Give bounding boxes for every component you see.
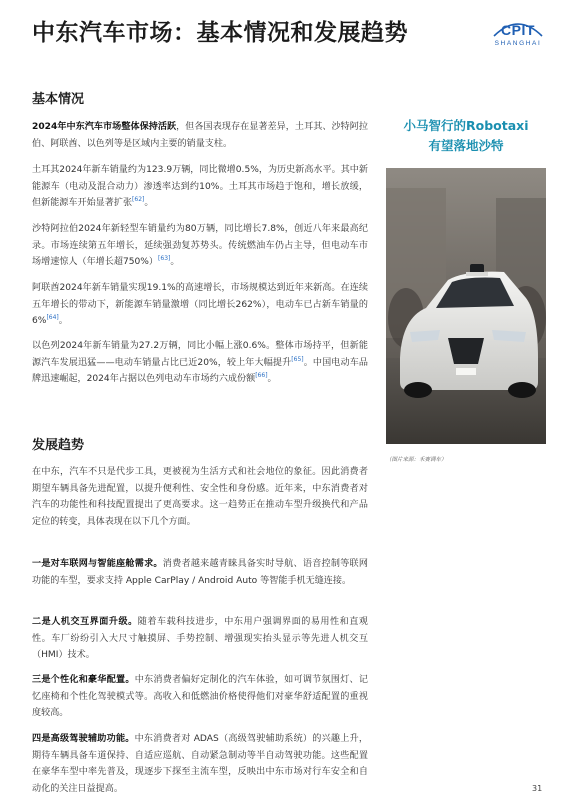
- trend-item-lead: 一是对车联网与智能座舱需求。: [32, 559, 163, 569]
- trend-item-connectivity: [32, 556, 368, 589]
- paragraph-turkey: [32, 162, 368, 212]
- robotaxi-car-illustration: [386, 168, 546, 444]
- sidebar-title: [386, 116, 546, 156]
- turkey-tail: 。: [144, 198, 154, 208]
- cpit-shanghai-logo: [488, 16, 548, 50]
- photo-source: （图片来源：禾赛调车）: [386, 457, 447, 463]
- saudi-text: 沙特阿拉伯2024年新轻型车销量约为80万辆，同比增长7.8%，创近八年来最高纪录。市场连续第五年增长，延续强劲复苏势头。传统燃油车仍占主导，但电动车市场增速惊人（年增长超750%）: [32, 224, 368, 267]
- trend-item-lead: 二是人机交互界面升级。: [32, 617, 138, 627]
- overview-text: ，但各国表现存在显著差异，土耳其、沙特阿拉伯、阿联酋、以色列等是区域内主要的销量支柱。: [32, 122, 368, 149]
- paragraph-overview: [32, 119, 368, 152]
- israel-text: 以色列2024年新车销量为27.2万辆，同比小幅上涨0.6%。整体市场持平，但新能源汽车发展迅猛——电动车销量占比已近20%，较上年大幅提升: [32, 341, 368, 368]
- section-heading-trends: 发展趋势: [32, 438, 85, 453]
- citation-66[interactable]: [66]: [255, 371, 268, 379]
- citation-65[interactable]: [65]: [291, 355, 304, 363]
- trend-item-text: 随着车载科技进步，中东用户强调界面的易用性和直观性。车厂纷纷引入大尺寸触摸屏、手势控制、增强现实抬头显示等先进人机交互（HMI）技术。: [32, 617, 368, 660]
- uae-text: 阿联酋2024年新车销量实现19.1%的高速增长，市场规模达到近年来新高。在连续五年增长的带动下，新能源车销量激增（同比增长262%），电动车已占新车销量的6%: [32, 283, 368, 326]
- paragraph-uae: [32, 280, 368, 330]
- logo-sub: SHANGHAI: [494, 40, 542, 47]
- trend-item-lead: 四是高级驾驶辅助功能。: [32, 734, 135, 744]
- citation-63[interactable]: [63]: [158, 254, 171, 262]
- trend-item-text: 消费者越来越青睐具备实时导航、语音控制等联网功能的车型，要求支持 Apple CarPlay / Android Auto 等智能手机无缝连接。: [32, 559, 368, 586]
- logo-word: CPIT: [501, 22, 535, 38]
- sidebar-title-line-1: 小马智行的Robotaxi: [403, 118, 529, 133]
- israel-tail: 。: [267, 374, 277, 384]
- trend-item-lead: 三是个性化和豪华配置。: [32, 675, 135, 685]
- trend-item-adas: [32, 731, 368, 797]
- trend-item-text: 中东消费者对 ADAS（高级驾驶辅助系统）的兴趣上升，期待车辆具备车道保持、自适应巡航、自动紧急制动等半自动驾驶功能。这些配置在豪华车型中率先普及，现逐步下探至主流车型，反映出中东市场对行车安全和自动化的关注日益提高。: [32, 734, 368, 794]
- trend-item-text: 中东消费者偏好定制化的汽车体验，如可调节氛围灯、记忆座椅和个性化驾驶模式等。高收入和低燃油价格使得他们对豪华舒适配置的重视度较高。: [32, 675, 368, 718]
- sidebar-title-line-2: 有望落地沙特: [428, 138, 504, 153]
- paragraph-saudi: [32, 221, 368, 271]
- citation-62[interactable]: [62]: [132, 195, 145, 203]
- turkey-text: 土耳其2024年新车销量约为123.9万辆，同比微增0.5%，为历史新高水平。其中新能源车（电动及混合动力）渗透率达到约10%。土耳其市场趋于饱和，增长放缓，但新能源车开始显著扩张: [32, 165, 368, 208]
- trend-item-luxury: [32, 672, 368, 722]
- page-number: 31: [532, 784, 543, 793]
- section-heading-basic: 基本情况: [32, 92, 85, 107]
- citation-64[interactable]: [64]: [46, 313, 59, 321]
- uae-tail: 。: [58, 316, 68, 326]
- robotaxi-photo: [386, 168, 546, 444]
- saudi-tail: 。: [170, 257, 180, 267]
- paragraph-trends-intro: 在中东，汽车不只是代步工具，更被视为生活方式和社会地位的象征。因此消费者期望车辆具备先进配置，以提升便利性、安全性和身份感。近年来，中东消费者对汽车的功能性和科技配置提出了更高要求。这一趋势正在推动车型升级换代和产品定位的转变，具体表现在以下几个方面。: [32, 467, 368, 527]
- israel-mid: 。中国电动车品牌迅速崛起，2024年占据以色列电动车市场约六成份额: [32, 357, 368, 384]
- trend-item-hmi: [32, 614, 368, 664]
- overview-lead: 2024年中东汽车市场整体保持活跃: [32, 122, 177, 132]
- page-title: 中东汽车市场：基本情况和发展趋势: [32, 20, 408, 46]
- paragraph-israel: [32, 338, 368, 388]
